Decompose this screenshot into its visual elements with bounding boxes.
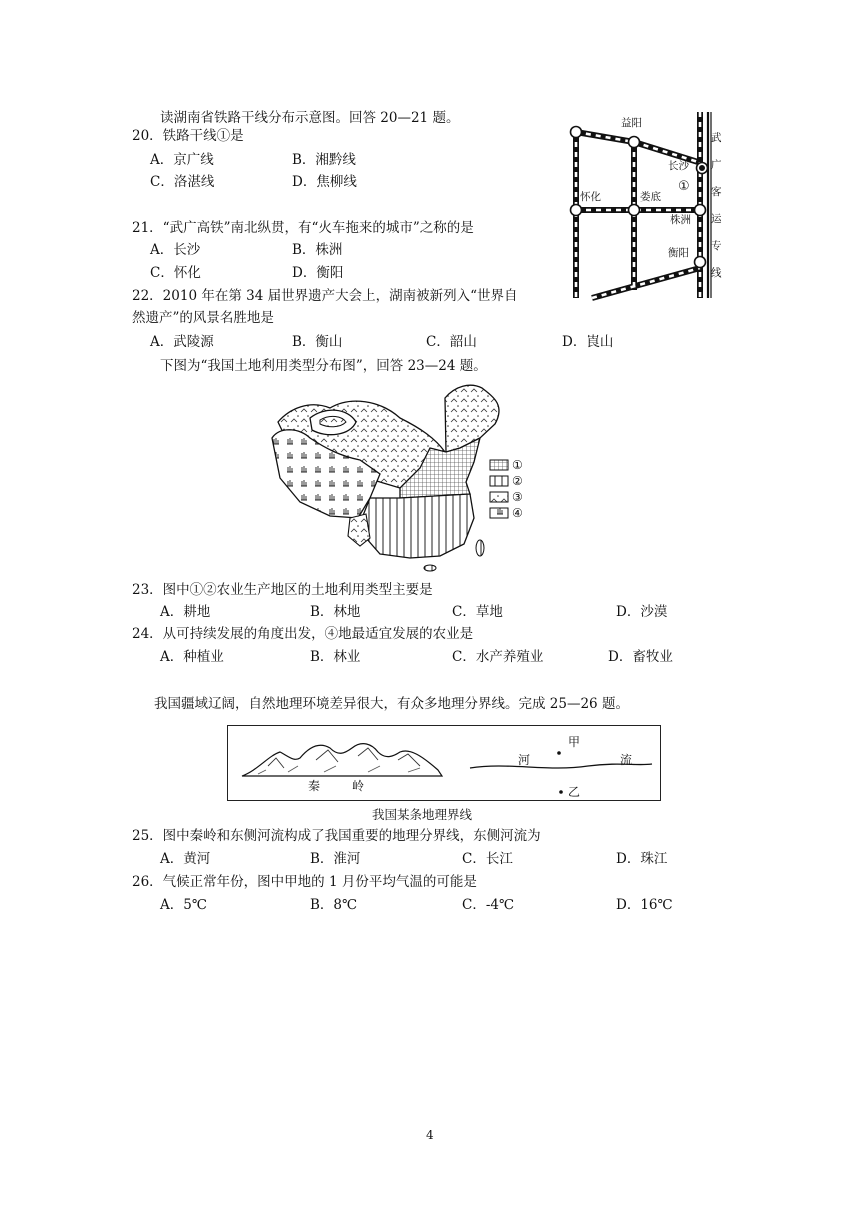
q22-stem-line2: 然遗产”的风景名胜地是 (132, 310, 274, 326)
page-number: 4 (426, 1128, 434, 1142)
q21-stem: 21．“武广高铁”南北纵贯，有“火车拖来的城市”之称的是 (132, 220, 474, 236)
q20-option-d: D．焦柳线 (292, 174, 357, 190)
q24-option-b: B．林业 (310, 649, 361, 665)
q22-option-d: D．崀山 (562, 334, 614, 350)
legend-3: ③ (512, 490, 523, 504)
station-huaihua: 怀化 (580, 191, 601, 203)
wuguang-char-2: 广 (711, 159, 722, 171)
q22-stem-line1: 22．2010 年在第 34 届世界遗产大会上，湖南被新列入“世界自 (132, 288, 518, 304)
station-hengyang: 衡阳 (668, 247, 689, 259)
hunan-railway-map (560, 112, 730, 308)
point-jia: 甲 (568, 735, 581, 749)
q26-option-a: A．5℃ (160, 897, 207, 913)
land-intro: 下图为“我国土地利用类型分布图”，回答 23—24 题。 (160, 358, 487, 374)
q23-option-a: A．耕地 (160, 604, 211, 620)
q20-option-c: C．洛湛线 (150, 174, 215, 190)
q25-option-d: D．珠江 (616, 851, 668, 867)
q23-option-b: B．林地 (310, 604, 361, 620)
station-loudi: 娄底 (640, 191, 661, 203)
boundary-intro: 我国疆域辽阔，自然地理环境差异很大，有众多地理分界线。完成 25—26 题。 (154, 696, 629, 712)
wuguang-char-5: 专 (711, 240, 722, 252)
wuguang-char-4: 运 (711, 213, 722, 225)
q25-option-c: C．长江 (462, 851, 513, 867)
q21-option-b: B．株洲 (292, 242, 343, 258)
wuguang-char-6: 线 (711, 267, 722, 279)
point-yi: 乙 (568, 785, 581, 799)
q22-option-a: A．武陵源 (150, 334, 214, 350)
q21-option-d: D．衡阳 (292, 265, 344, 281)
q25-stem: 25．图中秦岭和东侧河流构成了我国重要的地理分界线，东侧河流为 (132, 828, 541, 844)
river-char-2: 流 (620, 753, 633, 767)
q23-stem: 23．图中①②农业生产地区的土地利用类型主要是 (132, 582, 433, 598)
legend-4: ④ (512, 506, 523, 520)
q26-option-d: D．16℃ (616, 897, 673, 913)
line-1-label: ① (678, 179, 690, 194)
boundary-caption: 我国某条地理界线 (372, 807, 473, 822)
qinling-huaihe-figure (228, 726, 660, 800)
q21-option-a: A．长沙 (150, 242, 201, 258)
q25-option-b: B．淮河 (310, 851, 361, 867)
q20-option-b: B．湘黔线 (292, 152, 356, 168)
q23-option-c: C．草地 (452, 604, 503, 620)
q22-option-c: C．韶山 (426, 334, 477, 350)
q26-option-b: B．8℃ (310, 897, 358, 913)
boundary-diagram (227, 725, 661, 801)
q21-option-c: C．怀化 (150, 265, 201, 281)
q26-option-c: C．-4℃ (462, 897, 515, 913)
q25-option-a: A．黄河 (160, 851, 211, 867)
q24-stem: 24．从可持续发展的角度出发，④地最适宜发展的农业是 (132, 626, 474, 642)
station-zhuzhou: 株洲 (670, 214, 691, 226)
china-land-use-map (270, 378, 540, 572)
rail-intro: 读湖南省铁路干线分布示意图。回答 20—21 题。 (160, 110, 460, 126)
q20-option-a: A．京广线 (150, 152, 214, 168)
q22-option-b: B．衡山 (292, 334, 343, 350)
q24-option-c: C．水产养殖业 (452, 649, 544, 665)
river-char-1: 河 (518, 753, 531, 767)
mountain-char-1: 秦 (308, 779, 321, 793)
q24-option-d: D．畜牧业 (608, 649, 673, 665)
wuguang-char-1: 武 (711, 132, 722, 144)
q23-option-d: D．沙漠 (616, 604, 668, 620)
q26-stem: 26．气候正常年份，图中甲地的 1 月份平均气温的可能是 (132, 874, 477, 890)
wuguang-char-3: 客 (711, 186, 722, 198)
mountain-char-2: 岭 (352, 779, 365, 793)
legend-2: ② (512, 474, 523, 488)
q24-option-a: A．种植业 (160, 649, 224, 665)
station-changsha: 长沙 (668, 160, 689, 172)
q20-stem: 20．铁路干线①是 (132, 128, 244, 144)
station-yiyang: 益阳 (621, 117, 642, 129)
legend-1: ① (512, 458, 523, 472)
